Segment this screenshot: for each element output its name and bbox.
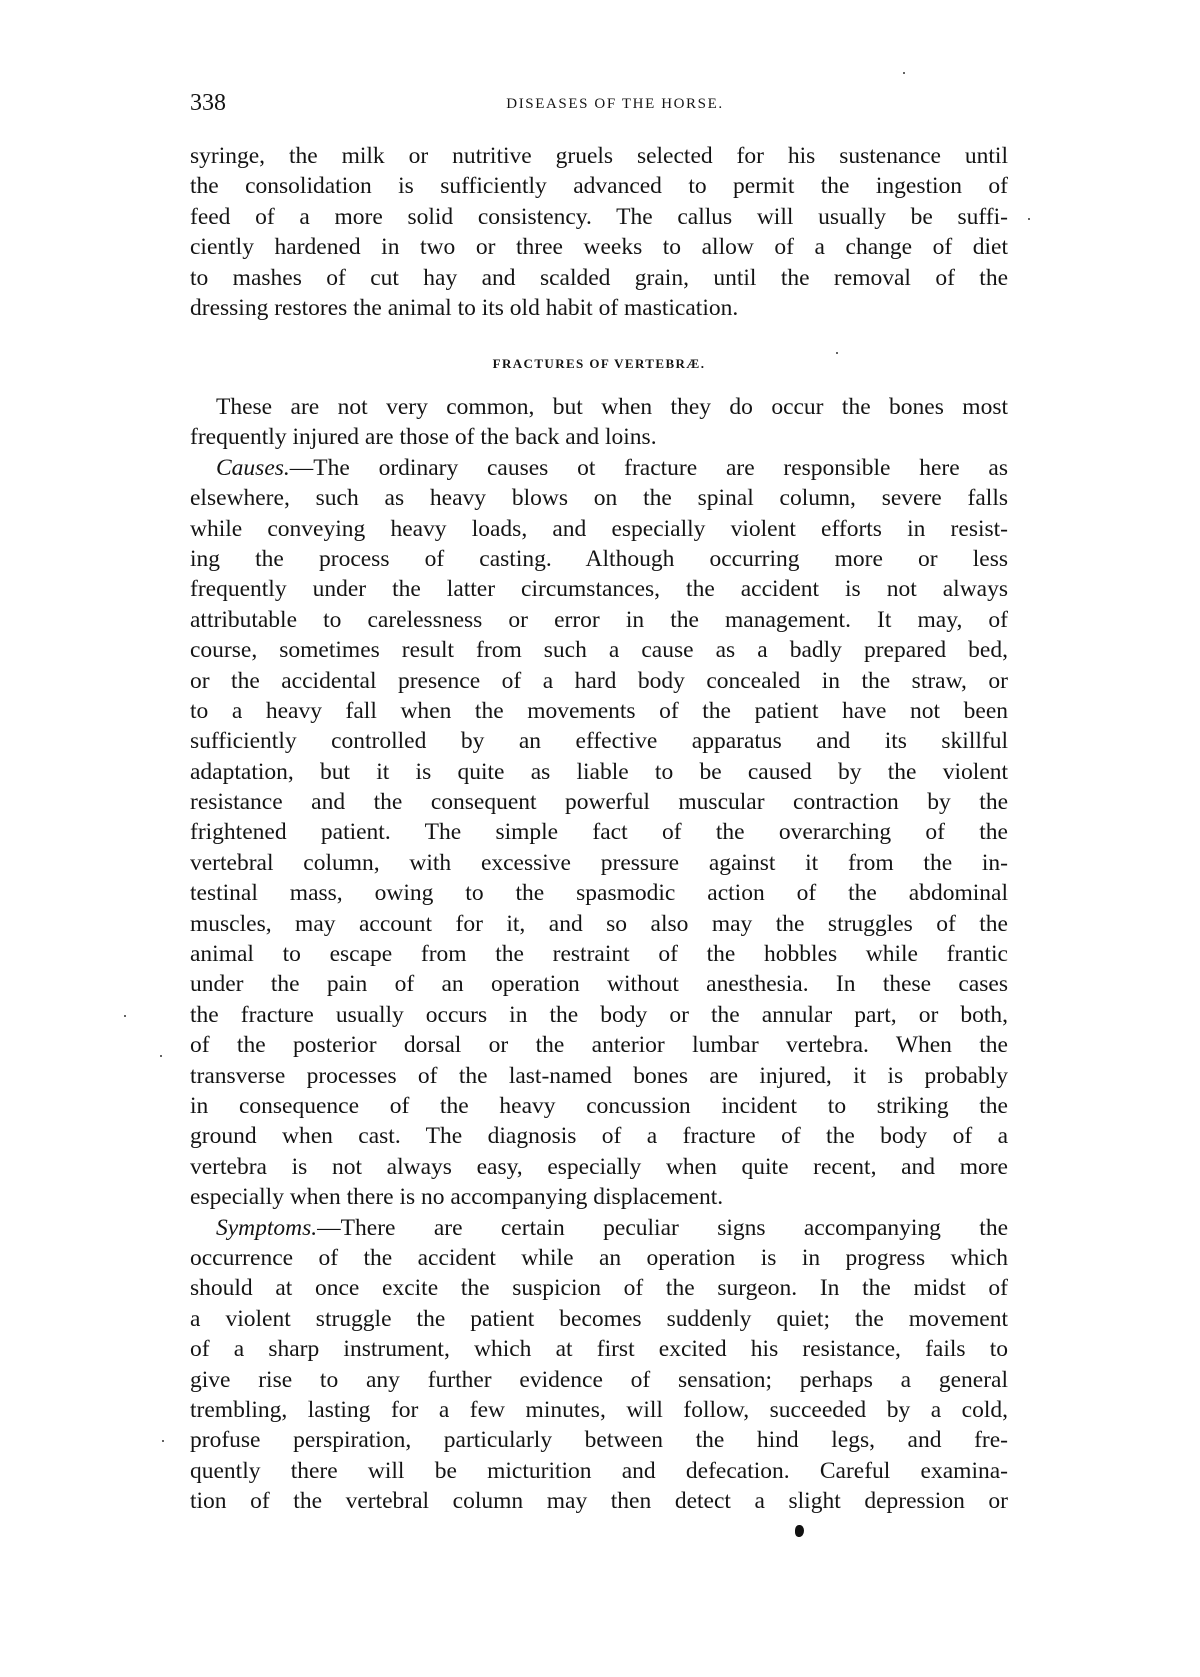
causes-first-line bbox=[190, 453, 1008, 483]
text-line: give rise to any further evidence of sensation; perhaps a general bbox=[190, 1366, 1008, 1393]
text-line: should at once excite the suspicion of the surgeon. In the midst of bbox=[190, 1275, 1008, 1302]
text-line: elsewhere, such as heavy blows on the spinal column, severe falls bbox=[190, 485, 1008, 512]
text-line: vertebral column, with excessive pressure against it from the in- bbox=[190, 849, 1008, 876]
running-title: DISEASES OF THE HORSE. bbox=[506, 96, 724, 112]
page-number: 338 bbox=[190, 90, 226, 116]
text-line: of the posterior dorsal or the anterior lumbar vertebra. When the bbox=[190, 1032, 1008, 1059]
text-line: while conveying heavy loads, and especially violent efforts in resist- bbox=[190, 515, 1008, 542]
text-line: ground when cast. The diagnosis of a fracture of the body of a bbox=[190, 1123, 1008, 1150]
text-line: course, sometimes result from such a cause as a badly prepared bed, bbox=[190, 637, 1008, 664]
ink-blot bbox=[795, 1525, 804, 1537]
text-line: sufficiently controlled by an effective apparatus and its skillful bbox=[190, 728, 1008, 755]
text-line: the fracture usually occurs in the body or the annular part, or both, bbox=[190, 1001, 1008, 1028]
text-line: of a sharp instrument, which at first excited his resistance, fails to bbox=[190, 1336, 1008, 1363]
text-line: frequently under the latter circumstances, the accident is not always bbox=[190, 576, 1008, 603]
text-line: the consolidation is sufficiently advanced to permit the ingestion of bbox=[190, 173, 1008, 200]
text-line: muscles, may account for it, and so also may the struggles of the bbox=[190, 910, 1008, 937]
symptoms-first-line bbox=[190, 1213, 1008, 1243]
scan-speck bbox=[124, 1015, 126, 1017]
scan-speck bbox=[1028, 218, 1030, 220]
scan-speck bbox=[160, 1055, 162, 1057]
continuation-paragraph bbox=[190, 141, 1008, 323]
text-line: frightened patient. The simple fact of the overarching of the bbox=[190, 819, 1008, 846]
text-line: or the accidental presence of a hard body concealed in the straw, or bbox=[190, 667, 1008, 694]
text-line: resistance and the consequent powerful muscular contraction by the bbox=[190, 789, 1008, 816]
text-line: feed of a more solid consistency. The callus will usually be suffi- bbox=[190, 203, 1008, 230]
text-line: quently there will be micturition and defecation. Careful examina- bbox=[190, 1457, 1008, 1484]
text-line: in consequence of the heavy concussion incident to striking the bbox=[190, 1092, 1008, 1119]
text-line: to mashes of cut hay and scalded grain, until the removal of the bbox=[190, 264, 1008, 291]
symptoms-lead: Symptoms. bbox=[216, 1214, 318, 1241]
scan-speck bbox=[903, 72, 905, 74]
text-line: attributable to carelessness or error in the management. It may, of bbox=[190, 606, 1008, 633]
text-line: under the pain of an operation without anesthesia. In these cases bbox=[190, 971, 1008, 998]
text-line: syringe, the milk or nutritive gruels selected for his sustenance until bbox=[190, 143, 1008, 169]
text-line: These are not very common, but when they do occur the bones most bbox=[216, 394, 1008, 420]
scan-speck bbox=[162, 1440, 164, 1442]
section-body bbox=[190, 392, 1008, 1516]
text-line: ing the process of casting. Although occurring more or less bbox=[190, 545, 1008, 572]
text-line: occurrence of the accident while an operation is in progress which bbox=[190, 1244, 1008, 1271]
text-line: testinal mass, owing to the spasmodic action of the abdominal bbox=[190, 880, 1008, 907]
text-line: profuse perspiration, particularly between the hind legs, and fre- bbox=[190, 1427, 1008, 1454]
text-line: transverse processes of the last-named bones are injured, it is probably bbox=[190, 1062, 1008, 1089]
symptoms-first-line-text: —There are certain peculiar signs accompanying the bbox=[317, 1214, 1008, 1241]
text-line: vertebra is not always easy, especially when quite recent, and more bbox=[190, 1153, 1008, 1180]
section-heading: FRACTURES OF VERTEBRÆ. bbox=[492, 356, 706, 371]
text-line: dressing restores the animal to its old habit of mastication. bbox=[190, 294, 739, 321]
text-line: tion of the vertebral column may then detect a slight depression or bbox=[190, 1488, 1008, 1515]
running-head bbox=[190, 88, 1010, 118]
text-line: animal to escape from the restraint of the hobbles while frantic bbox=[190, 941, 1008, 968]
causes-lead: Causes. bbox=[216, 454, 290, 481]
scan-speck bbox=[836, 352, 838, 354]
causes-first-line-text: —The ordinary causes ot fracture are responsible here as bbox=[289, 454, 1008, 481]
text-line: ciently hardened in two or three weeks to allow of a change of diet bbox=[190, 234, 1008, 261]
text-line: frequently injured are those of the back and loins. bbox=[190, 424, 657, 451]
text-line: a violent struggle the patient becomes suddenly quiet; the movement bbox=[190, 1305, 1008, 1332]
text-line: trembling, lasting for a few minutes, will follow, succeeded by a cold, bbox=[190, 1396, 1008, 1423]
text-line: to a heavy fall when the movements of the patient have not been bbox=[190, 697, 1008, 724]
text-line: especially when there is no accompanying displacement. bbox=[190, 1184, 724, 1211]
text-line: adaptation, but it is quite as liable to be caused by the violent bbox=[190, 758, 1008, 785]
